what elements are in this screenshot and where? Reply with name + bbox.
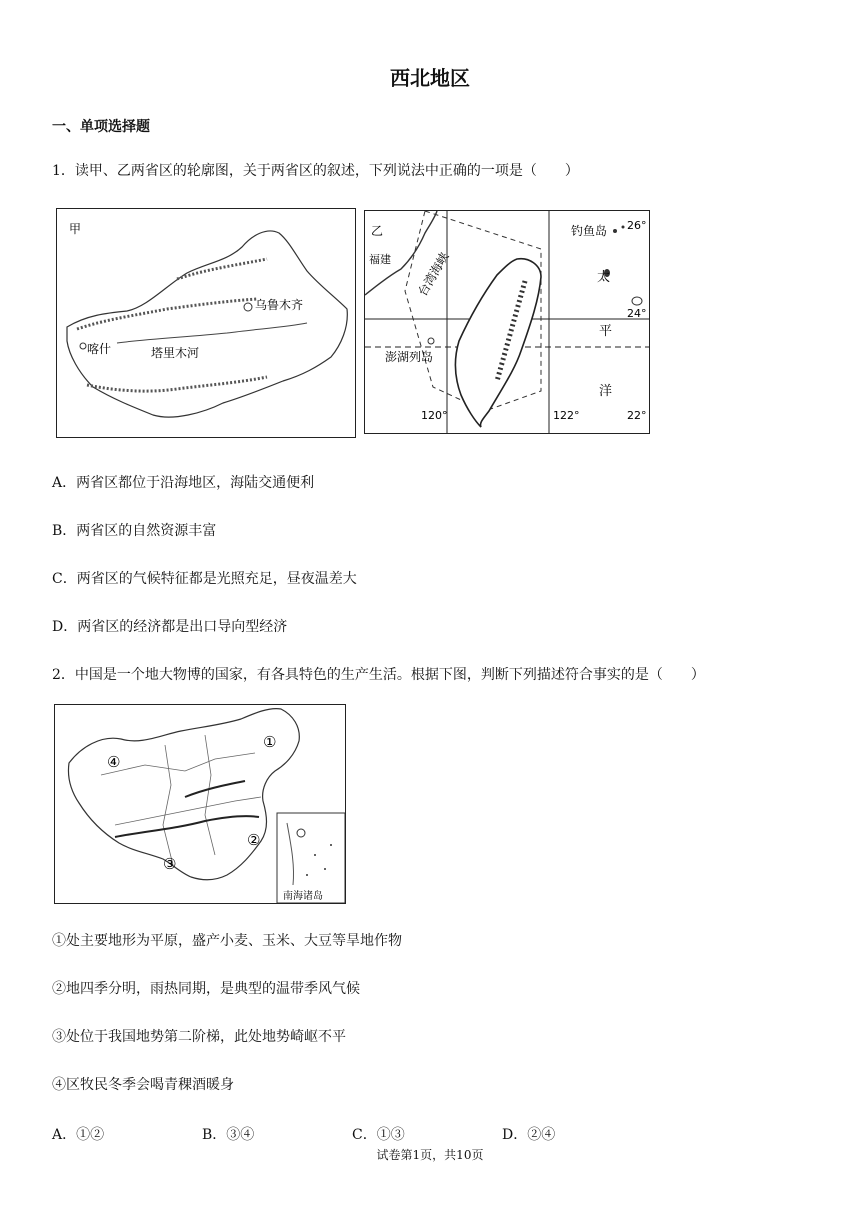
q2-option-b[interactable]: B．③④ bbox=[202, 1127, 255, 1143]
page-footer: 试卷第1页，共10页 bbox=[376, 1148, 484, 1162]
map-a-label: 甲 bbox=[69, 222, 82, 236]
label-ocean-1: 太 bbox=[597, 270, 611, 285]
q2-option-c[interactable]: C．①③ bbox=[352, 1127, 405, 1143]
map-taiwan bbox=[364, 210, 650, 434]
label-lat-22: 22° bbox=[627, 409, 647, 422]
q1-option-a[interactable]: A．两省区都位于沿海地区，海陆交通便利 bbox=[52, 475, 315, 491]
question-1-stem: 1．读甲、乙两省区的轮廓图，关于两省区的叙述，下列说法中正确的一项是（ ） bbox=[52, 163, 579, 179]
map-xinjiang-drawing bbox=[57, 209, 355, 437]
city-urumqi: 乌鲁木齐 bbox=[255, 298, 304, 312]
q2-option-a[interactable]: A．①② bbox=[52, 1127, 105, 1143]
map-china-drawing bbox=[55, 705, 345, 903]
q1-option-c[interactable]: C．两省区的气候特征都是光照充足，昼夜温差大 bbox=[52, 571, 357, 587]
q2-statement-4: ④区牧民冬季会喝青稞酒暖身 bbox=[52, 1077, 234, 1093]
section-title: 一、单项选择题 bbox=[52, 119, 150, 135]
q2-option-d[interactable]: D．②④ bbox=[502, 1127, 556, 1143]
city-kashgar: 喀什 bbox=[87, 342, 112, 356]
label-diaoyu: 钓鱼岛 bbox=[571, 224, 608, 238]
inset-label: 南海诸岛 bbox=[283, 891, 323, 902]
label-lat-26: 26° bbox=[627, 219, 647, 232]
page-title: 西北地区 bbox=[390, 66, 470, 90]
label-ocean-3: 洋 bbox=[599, 384, 613, 399]
q1-option-d[interactable]: D．两省区的经济都是出口导向型经济 bbox=[52, 619, 288, 635]
map-china bbox=[54, 704, 346, 904]
label-lon-120: 120° bbox=[421, 409, 448, 422]
river-tarim: 塔里木河 bbox=[151, 346, 200, 360]
marker-1: ① bbox=[263, 733, 277, 751]
label-penghu: 澎湖列岛 bbox=[385, 350, 434, 364]
q2-statement-3: ③处位于我国地势第二阶梯，此处地势崎岖不平 bbox=[52, 1029, 346, 1045]
marker-3: ③ bbox=[163, 855, 177, 873]
label-lat-24: 24° bbox=[627, 307, 647, 320]
marker-2: ② bbox=[247, 831, 261, 849]
marker-4: ④ bbox=[107, 753, 121, 771]
q2-statement-2: ②地四季分明，雨热同期，是典型的温带季风气候 bbox=[52, 981, 360, 997]
label-fujian: 福建 bbox=[369, 253, 391, 266]
q1-option-b[interactable]: B．两省区的自然资源丰富 bbox=[52, 523, 217, 539]
question-2-stem: 2．中国是一个地大物博的国家，有各具特色的生产生活。根据下图，判断下列描述符合事实的是（ ） bbox=[52, 667, 705, 683]
label-taiwan-strait: 台湾海峡 bbox=[415, 249, 452, 299]
label-lon-122: 122° bbox=[553, 409, 580, 422]
label-ocean-2: 平 bbox=[599, 324, 613, 339]
map-b-label: 乙 bbox=[371, 224, 384, 238]
q2-statement-1: ①处主要地形为平原，盛产小麦、玉米、大豆等旱地作物 bbox=[52, 933, 402, 949]
map-xinjiang bbox=[56, 208, 356, 438]
map-taiwan-drawing bbox=[365, 211, 649, 433]
